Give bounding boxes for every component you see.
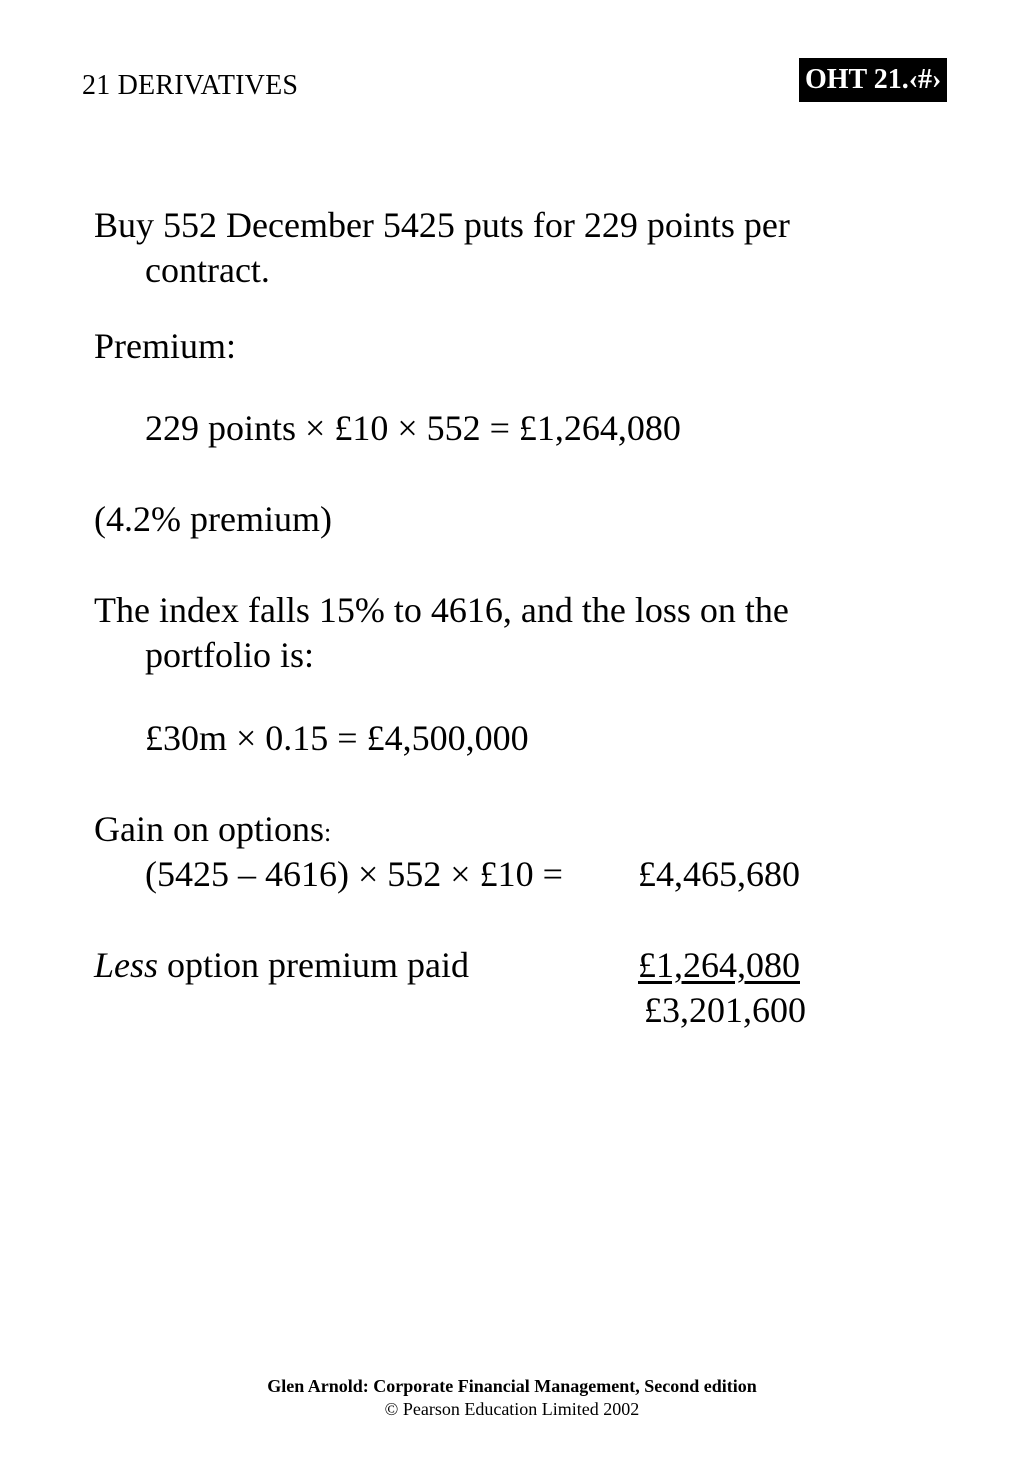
buy-puts-line-1: Buy 552 December 5425 puts for 229 points per [94, 205, 790, 245]
index-fall-line-1: The index falls 15% to 4616, and the loss on the [94, 590, 789, 630]
loss-calculation: £30m × 0.15 = £4,500,000 [145, 718, 529, 758]
premium-label: Premium: [94, 326, 236, 366]
buy-puts-line-2: contract. [145, 250, 270, 290]
footer-book-title: Glen Arnold: Corporate Financial Management, Second edition [267, 1376, 757, 1396]
gain-value: £4,465,680 [638, 854, 800, 894]
footer-copyright: © Pearson Education Limited 2002 [384, 1399, 640, 1419]
premium-percentage: (4.2% premium) [94, 499, 332, 539]
gain-label-colon: : [324, 818, 332, 847]
gain-calculation: (5425 – 4616) × 552 × £10 = [145, 854, 563, 894]
gain-label-text: Gain on options [94, 809, 324, 849]
less-rest-text: option premium paid [158, 945, 469, 985]
less-premium-value: £1,264,080 [638, 945, 800, 985]
chapter-heading: 21 DERIVATIVES [82, 70, 299, 101]
index-fall-line-2: portfolio is: [145, 635, 314, 675]
gain-on-options-label [94, 806, 894, 856]
less-word: Less [94, 945, 159, 985]
net-gain-value: £3,201,600 [644, 990, 806, 1030]
oht-badge: OHT 21.‹#› [799, 58, 947, 102]
premium-calculation: 229 points × £10 × 552 = £1,264,080 [145, 408, 681, 448]
